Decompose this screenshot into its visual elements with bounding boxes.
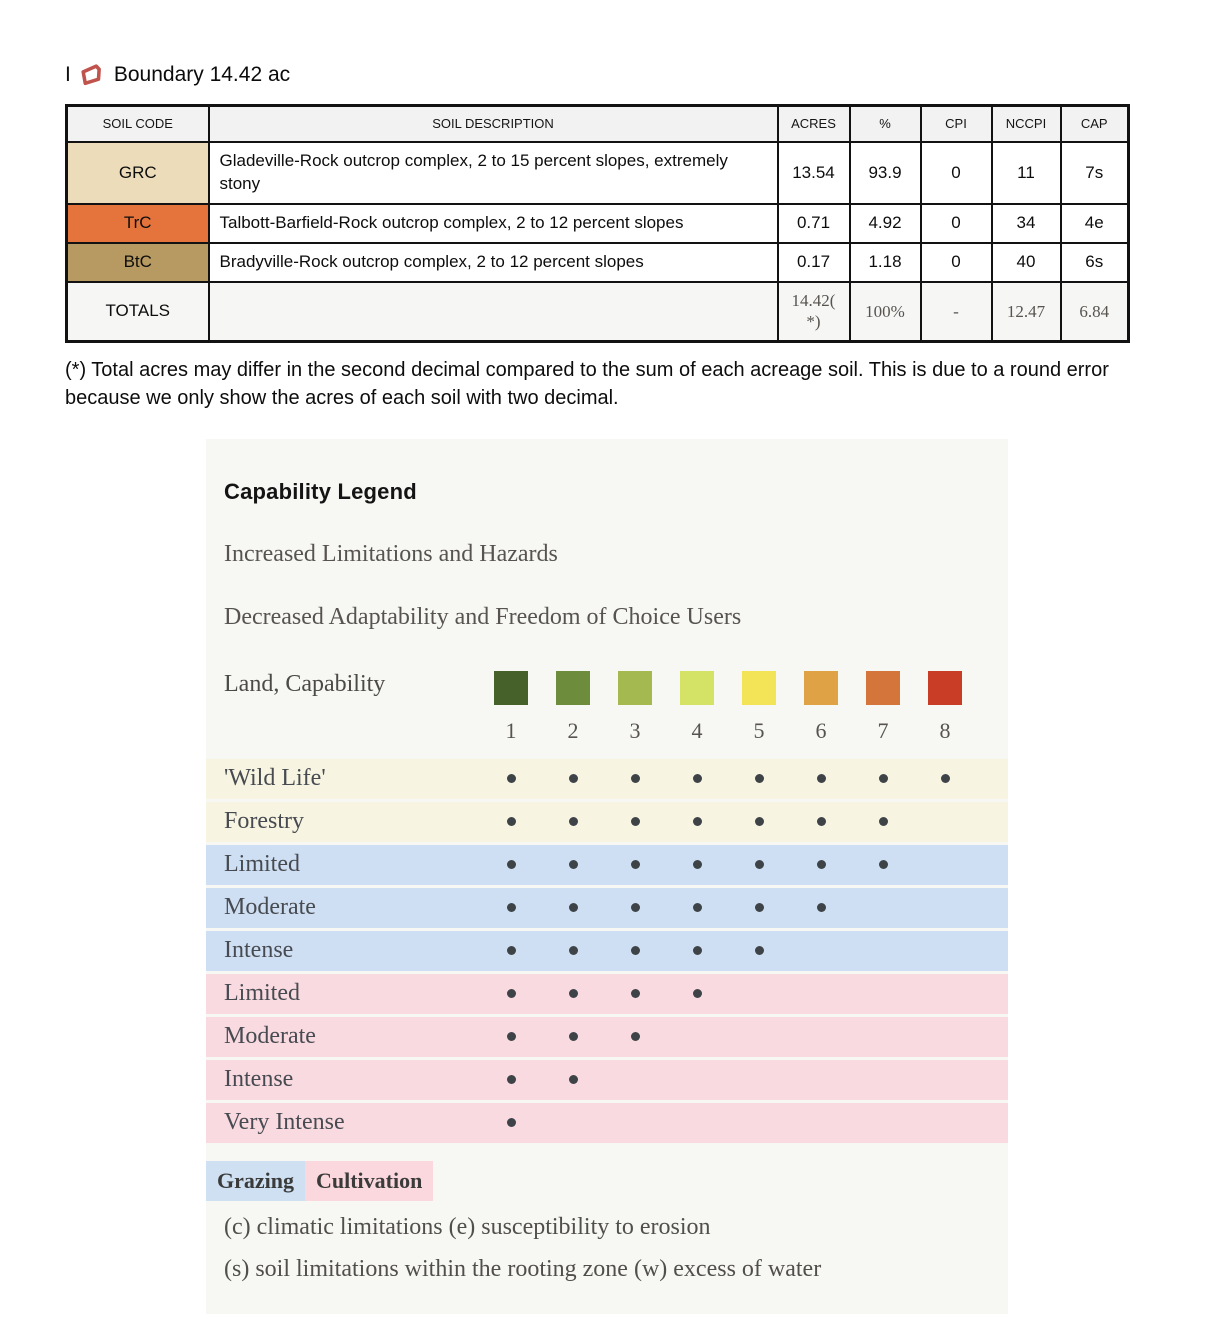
dot-slot-6 [790,1103,852,1143]
soil-table-body [67,142,1129,342]
capability-dot-1 [507,946,516,955]
soil-code-cell: TrC [67,204,209,243]
capability-dot-4 [693,989,702,998]
legend-row-dots [480,845,976,885]
capability-number-7: 7 [877,717,889,743]
capability-dot-1 [507,903,516,912]
dot-slot-5 [728,888,790,928]
capability-dot-1 [507,1075,516,1084]
dot-slot-6 [790,1060,852,1100]
legend-row-very-intense [206,1103,1008,1143]
legend-row-label: Very Intense [224,1109,345,1136]
dot-slot-5 [728,1103,790,1143]
dot-slot-6 [790,974,852,1014]
totals-nccpi-cell: 12.47 [992,282,1061,342]
capability-dot-2 [569,1075,578,1084]
capability-legend-panel [206,439,1008,1314]
dot-slot-7 [852,931,914,971]
legend-row-dots [480,1060,976,1100]
scale-slot-4 [666,671,728,744]
legend-row-dots [480,1103,976,1143]
dot-slot-2 [542,845,604,885]
dot-slot-7 [852,974,914,1014]
capability-dot-7 [879,774,888,783]
dot-slot-1 [480,1103,542,1143]
dot-slot-8 [914,1060,976,1100]
dot-slot-3 [604,1060,666,1100]
dot-slot-1 [480,845,542,885]
capability-dot-1 [507,989,516,998]
capability-dot-4 [693,774,702,783]
acres-rounding-footnote: (*) Total acres may differ in the second decimal compared to the sum of each acreage soil. This is due to a round error because we only show the acres of each soil with two decimal. [65,359,1109,410]
capability-dot-3 [631,774,640,783]
dot-slot-3 [604,974,666,1014]
soil-table-header [67,106,1129,142]
dot-slot-1 [480,759,542,799]
dot-slot-8 [914,845,976,885]
capability-dot-4 [693,860,702,869]
capability-dot-2 [569,989,578,998]
dot-slot-4 [666,888,728,928]
dot-slot-3 [604,759,666,799]
dot-slot-6 [790,1017,852,1057]
header-row [67,106,1129,142]
totals-acres-cell: 14.42( *) [778,282,850,342]
totals-label-cell: TOTALS [67,282,209,342]
capability-number-4: 4 [691,717,703,743]
soil-description-cell: Gladeville-Rock outcrop complex, 2 to 15 percent slopes, extremely stony [209,142,778,204]
dot-slot-3 [604,888,666,928]
dot-slot-3 [604,1017,666,1057]
capability-dot-1 [507,774,516,783]
capability-dot-7 [879,860,888,869]
scale-slot-2 [542,671,604,744]
column-header-soil-code: SOIL CODE [67,106,209,142]
legend-row-limited [206,974,1008,1014]
cpi-cell: 0 [921,204,992,243]
legend-row-limited [206,845,1008,885]
legend-row-wild-life [206,759,1008,799]
capability-dot-2 [569,946,578,955]
dot-slot-4 [666,974,728,1014]
totals-row [67,282,1129,342]
dot-slot-5 [728,759,790,799]
capability-dot-5 [755,860,764,869]
column-header-cap: CAP [1061,106,1129,142]
dot-slot-1 [480,931,542,971]
dot-slot-4 [666,931,728,971]
dot-slot-2 [542,931,604,971]
capability-scale-row [206,671,1008,744]
dot-slot-2 [542,802,604,842]
totals-cpi-cell: - [921,282,992,342]
dot-slot-5 [728,1017,790,1057]
acres-cell: 0.17 [778,243,850,282]
boundary-polygon-icon [78,63,104,88]
dot-slot-6 [790,802,852,842]
legend-row-label: Limited [224,980,300,1007]
capability-dot-8 [941,774,950,783]
capability-number-5: 5 [753,717,765,743]
capability-dot-3 [631,903,640,912]
dot-slot-3 [604,1103,666,1143]
cpi-cell: 0 [921,142,992,204]
legend-category-chips [206,1161,1008,1201]
capability-number-8: 8 [939,717,951,743]
scale-slot-6 [790,671,852,744]
soil-table [65,104,1130,343]
totals-cap-cell: 6.84 [1061,282,1129,342]
capability-dot-2 [569,903,578,912]
percent-cell: 4.92 [850,204,921,243]
legend-row-label: Forestry [224,808,304,835]
capability-swatch-5 [742,671,776,705]
acres-cell: 13.54 [778,142,850,204]
cap-cell: 6s [1061,243,1129,282]
capability-dot-1 [507,1118,516,1127]
dot-slot-1 [480,888,542,928]
scale-slot-5 [728,671,790,744]
capability-dot-1 [507,1032,516,1041]
dot-slot-6 [790,888,852,928]
legend-row-label: Moderate [224,894,316,921]
percent-cell: 93.9 [850,142,921,204]
dot-slot-7 [852,759,914,799]
capability-scale-label: Land, Capability [224,670,386,697]
legend-row-dots [480,931,976,971]
legend-title: Capability Legend [224,478,417,504]
acres-cell: 0.71 [778,204,850,243]
capability-dot-5 [755,903,764,912]
column-header-cpi: CPI [921,106,992,142]
cpi-cell: 0 [921,243,992,282]
dot-slot-4 [666,845,728,885]
dot-slot-7 [852,888,914,928]
cultivation-chip: Cultivation [305,1161,433,1201]
legend-row-forestry [206,802,1008,842]
dot-slot-8 [914,931,976,971]
scale-slot-7 [852,671,914,744]
legend-subtitle-adaptability: Decreased Adaptability and Freedom of Choice Users [224,603,742,630]
dot-slot-7 [852,802,914,842]
capability-dot-7 [879,817,888,826]
dot-slot-2 [542,1103,604,1143]
dot-slot-4 [666,1017,728,1057]
dot-slot-6 [790,759,852,799]
totals-percent-cell: 100% [850,282,921,342]
legend-usage-rows [206,759,1008,1143]
capability-swatch-2 [556,671,590,705]
dot-slot-8 [914,1103,976,1143]
soil-description-cell: Talbott-Barfield-Rock outcrop complex, 2 to 12 percent slopes [209,204,778,243]
capability-dot-1 [507,860,516,869]
dot-slot-5 [728,974,790,1014]
legend-note-soil-water: (s) soil limitations within the rooting zone (w) excess of water [224,1256,822,1283]
table-row [67,142,1129,204]
capability-dot-4 [693,817,702,826]
dot-slot-3 [604,931,666,971]
table-row [67,204,1129,243]
column-header-soil-description: SOIL DESCRIPTION [209,106,778,142]
nccpi-cell: 11 [992,142,1061,204]
dot-slot-4 [666,802,728,842]
capability-dot-2 [569,1032,578,1041]
dot-slot-6 [790,931,852,971]
dot-slot-4 [666,1060,728,1100]
capability-dot-6 [817,817,826,826]
capability-number-3: 3 [629,717,641,743]
capability-dot-3 [631,946,640,955]
dot-slot-3 [604,845,666,885]
scale-slot-1 [480,671,542,744]
legend-row-intense [206,1060,1008,1100]
dot-slot-3 [604,802,666,842]
dot-slot-6 [790,845,852,885]
percent-cell: 1.18 [850,243,921,282]
dot-slot-2 [542,974,604,1014]
legend-note-climatic-erosion: (c) climatic limitations (e) susceptibility to erosion [224,1213,711,1240]
legend-row-label: Intense [224,1066,294,1093]
capability-dot-2 [569,860,578,869]
dot-slot-1 [480,802,542,842]
column-header-acres: ACRES [778,106,850,142]
dot-slot-7 [852,1060,914,1100]
capability-dot-5 [755,817,764,826]
capability-dot-6 [817,774,826,783]
dot-slot-2 [542,1060,604,1100]
dot-slot-2 [542,1017,604,1057]
legend-row-label: Moderate [224,1023,316,1050]
legend-row-label: 'Wild Life' [224,765,326,792]
capability-dot-5 [755,774,764,783]
capability-dot-2 [569,817,578,826]
capability-number-2: 2 [567,717,579,743]
legend-row-dots [480,974,976,1014]
capability-number-6: 6 [815,717,827,743]
cap-cell: 7s [1061,142,1129,204]
grazing-chip: Grazing [206,1161,305,1201]
capability-swatch-1 [494,671,528,705]
legend-row-label: Limited [224,851,300,878]
dot-slot-8 [914,802,976,842]
dot-slot-2 [542,759,604,799]
dot-slot-8 [914,888,976,928]
totals-description-cell [209,282,778,342]
dot-slot-1 [480,1017,542,1057]
capability-dot-4 [693,946,702,955]
capability-swatch-7 [866,671,900,705]
dot-slot-4 [666,1103,728,1143]
header-prefix: I [65,63,71,86]
scale-slot-3 [604,671,666,744]
capability-dot-2 [569,774,578,783]
dot-slot-5 [728,931,790,971]
capability-dot-1 [507,817,516,826]
legend-row-dots [480,759,976,799]
cap-cell: 4e [1061,204,1129,243]
table-row [67,243,1129,282]
dot-slot-1 [480,974,542,1014]
capability-swatch-6 [804,671,838,705]
legend-row-moderate [206,888,1008,928]
nccpi-cell: 34 [992,204,1061,243]
legend-subtitle-limitations: Increased Limitations and Hazards [224,540,558,567]
dot-slot-8 [914,1017,976,1057]
boundary-header [65,60,1218,90]
soil-code-cell: GRC [67,142,209,204]
soil-code-cell: BtC [67,243,209,282]
capability-dot-3 [631,817,640,826]
legend-row-dots [480,802,976,842]
legend-row-moderate [206,1017,1008,1057]
capability-dot-3 [631,1032,640,1041]
dot-slot-4 [666,759,728,799]
dot-slot-5 [728,802,790,842]
capability-dot-5 [755,946,764,955]
capability-swatch-3 [618,671,652,705]
capability-dot-3 [631,860,640,869]
legend-row-dots [480,888,976,928]
page-title: Boundary 14.42 ac [113,63,291,86]
legend-row-dots [480,1017,976,1057]
dot-slot-1 [480,1060,542,1100]
dot-slot-8 [914,759,976,799]
capability-dot-4 [693,903,702,912]
capability-swatch-4 [680,671,714,705]
capability-dot-6 [817,860,826,869]
capability-dot-6 [817,903,826,912]
soil-description-cell: Bradyville-Rock outcrop complex, 2 to 12 percent slopes [209,243,778,282]
capability-color-scale [480,671,976,744]
dot-slot-8 [914,974,976,1014]
dot-slot-5 [728,1060,790,1100]
capability-dot-3 [631,989,640,998]
dot-slot-5 [728,845,790,885]
nccpi-cell: 40 [992,243,1061,282]
column-header-: % [850,106,921,142]
dot-slot-7 [852,1103,914,1143]
legend-row-intense [206,931,1008,971]
capability-swatch-8 [928,671,962,705]
dot-slot-7 [852,1017,914,1057]
capability-number-1: 1 [505,717,517,743]
legend-row-label: Intense [224,937,294,964]
scale-slot-8 [914,671,976,744]
column-header-nccpi: NCCPI [992,106,1061,142]
dot-slot-2 [542,888,604,928]
dot-slot-7 [852,845,914,885]
